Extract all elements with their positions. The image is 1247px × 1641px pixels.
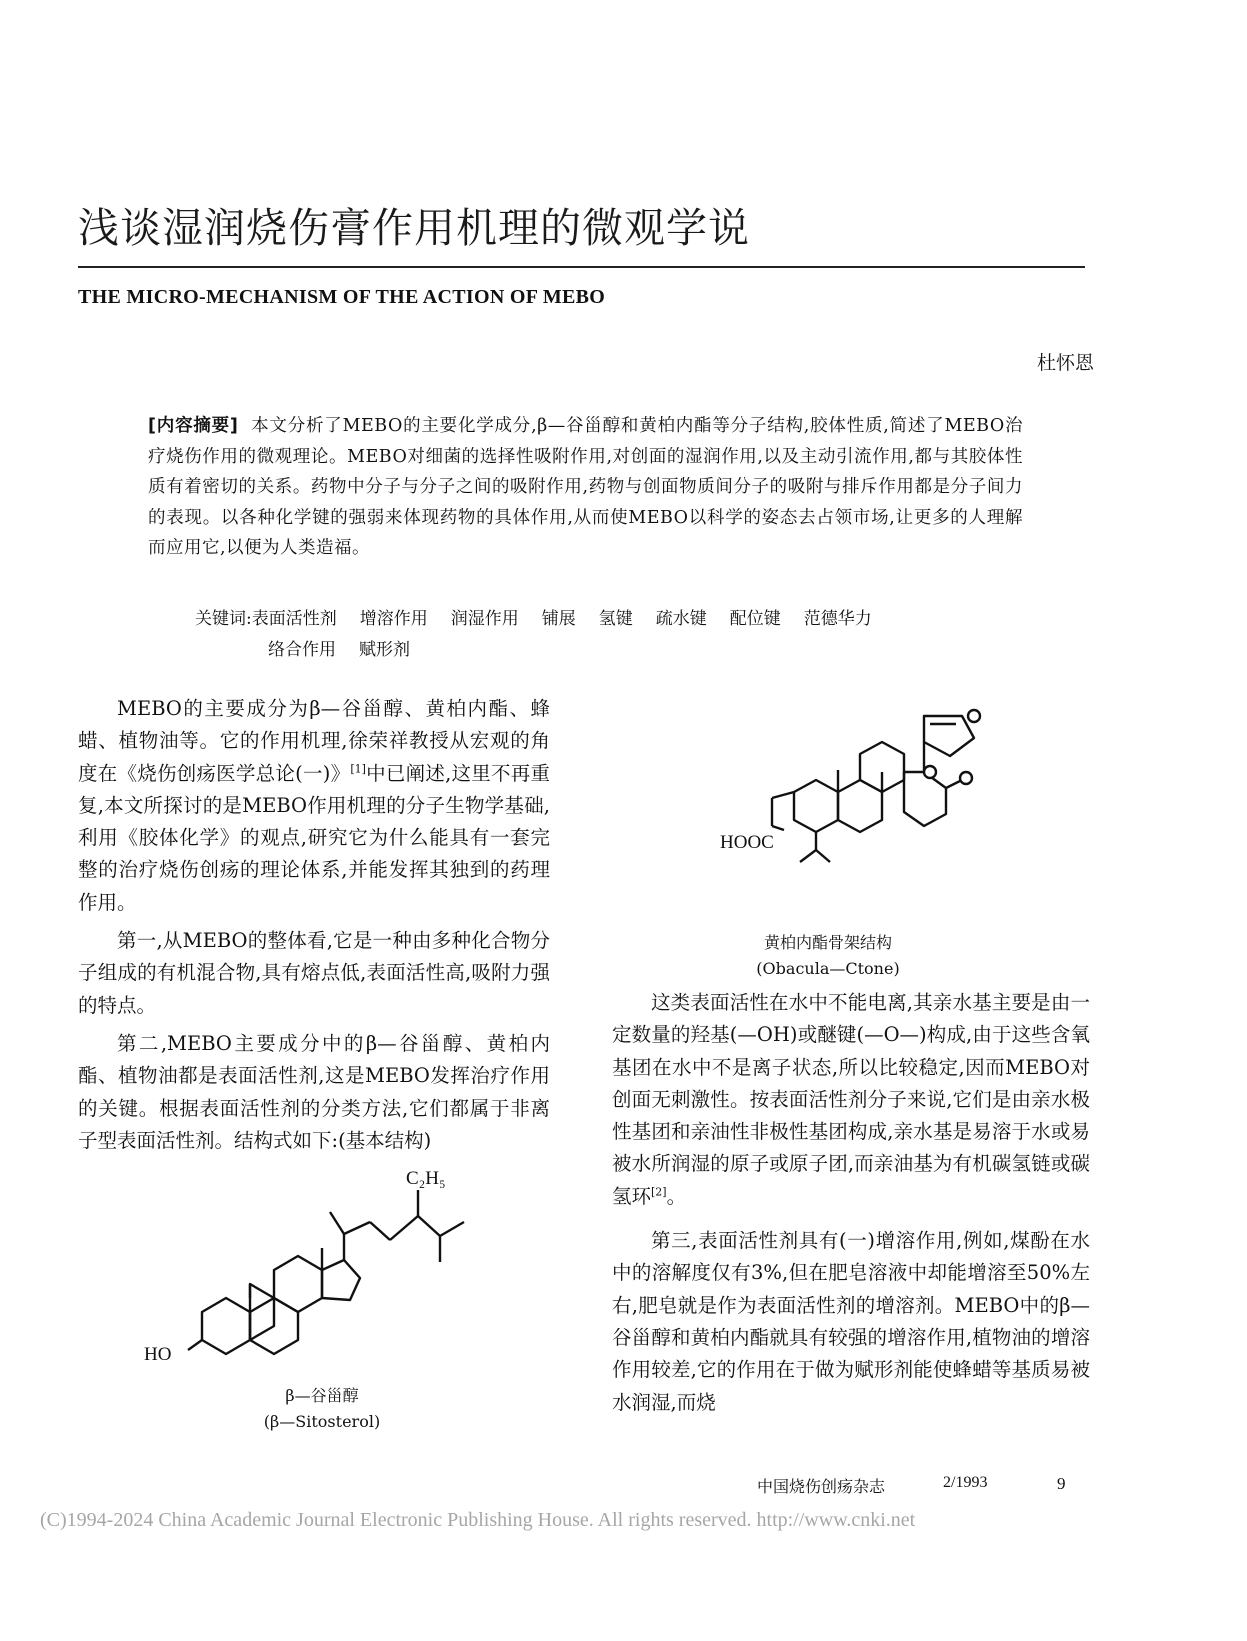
abstract [148,411,1023,564]
title-rule [78,266,1085,268]
hooc-label: HOOC [720,832,774,853]
obaculactone-structure [700,680,1000,870]
abstract-text: 本文分析了MEBO的主要化学成分,β—谷甾醇和黄柏内酯等分子结构,胶体性质,简述了MEBO治疗烧伤作用的微观理论。MEBO对细菌的选择性吸附作用,对创面的湿润作用,以及主动引流作用,都与其胶体性质有着密切的关系。药物中分子与分子之间的吸附作用,药物与创面物质间分子的吸附与排斥作用都是分子间力的表现。以各种化学键的强弱来体现药物的具体作用,从而使MEBO以科学的姿态去占领市场,让更多的人理解而应用它,以便为人类造福。 [148,416,1023,558]
c2h5-label: C₂H₅ [406,1168,446,1189]
caption-en: (Obacula—Ctone) [756,959,900,978]
paragraph: MEBO的主要成分为β—谷甾醇、黄柏内酯、蜂蜡、植物油等。它的作用机理,徐荣祥教授从宏观的角度在《烧伤创疡医学总论(一)》[1]中已阐述,这里不再重复,本文所探讨的是MEBO作用机理的分子生物学基础,利用《胶体化学》的观点,研究它为什么能具有一套完整的治疗烧伤创疡的理论体系,并能发挥其独到的药理作用。 [78,697,550,914]
sitosterol-structure [130,1160,480,1375]
keyword: 络合作用 [268,640,336,660]
keywords [195,604,1025,666]
ho-label: HO [144,1344,172,1365]
caption-cn: β—谷甾醇 [285,1386,359,1405]
keyword: 疏水键 [655,609,707,629]
abstract-label: [内容摘要] [148,416,239,436]
obaculactone-caption [728,930,928,978]
keyword: 增溶作用 [359,609,428,629]
left-column [78,693,550,1157]
keyword: 范德华力 [803,609,872,629]
keyword: 配位键 [729,609,781,629]
keywords-label: 关键词: [195,609,252,629]
page-number: 9 [1057,1474,1066,1493]
caption-en: (β—Sitosterol) [263,1412,381,1431]
right-column [612,987,1090,1419]
paragraph: 第二,MEBO主要成分中的β—谷甾醇、黄柏内酯、植物油都是表面活性剂,这是MEBO发挥治疗作用的关键。根据表面活性剂的分类方法,它们都属于非离子型表面活性剂。结构式如下:(基本结构) [78,1031,550,1152]
keyword: 铺展 [541,609,576,629]
paragraph: 这类表面活性在水中不能电离,其亲水基主要是由一定数量的羟基(—OH)或醚键(—O—)构成,由于这些含氧基团在水中不是离子状态,所以比较稳定,因而MEBO对创面无刺激性。按表面活性剂分子来说,它们是由亲水极性基团和亲油性非极性基团构成,亲水基是易溶于水或易被水所润湿的原子或原子团,而亲油基为有机碳氢链或碳氢环[2]。 [612,991,1090,1208]
citation: [2] [651,1185,667,1199]
paragraph: 第三,表面活性剂具有(一)增溶作用,例如,煤酚在水中的溶解度仅有3%,但在肥皂溶液中却能增溶至50%左右,肥皂就是作为表面活性剂的增溶剂。MEBO中的β—谷甾醇和黄柏内酯就具有较强的增溶作用,植物油的增溶作用较差,它的作用在于做为赋形剂能使蜂蜡等基质易被水润湿,而烧 [612,1229,1090,1414]
english-title: THE MICRO-MECHANISM OF THE ACTION OF MEBO [78,286,606,308]
caption-cn: 黄柏内酯骨架结构 [763,933,892,952]
keyword: 氢键 [598,609,633,629]
keyword: 润湿作用 [450,609,519,629]
sitosterol-caption [232,1383,412,1431]
author: 杜怀恩 [1036,352,1094,374]
citation: [1] [350,762,366,776]
footer-issue: 2/1993 [943,1474,988,1491]
copyright-notice: (C)1994-2024 China Academic Journal Electronic Publishing House. All rights reserved. http://www.cnki.net [40,1509,916,1531]
paragraph: 第一,从MEBO的整体看,它是一种由多种化合物分子组成的有机混合物,具有熔点低,表面活性高,吸附力强的特点。 [78,929,550,1017]
paper-title: 浅谈湿润烧伤膏作用机理的微观学说 [78,204,750,252]
keyword: 表面活性剂 [251,609,337,629]
footer-journal: 中国烧伤创疡杂志 [757,1477,886,1496]
keyword: 赋形剂 [359,640,410,660]
